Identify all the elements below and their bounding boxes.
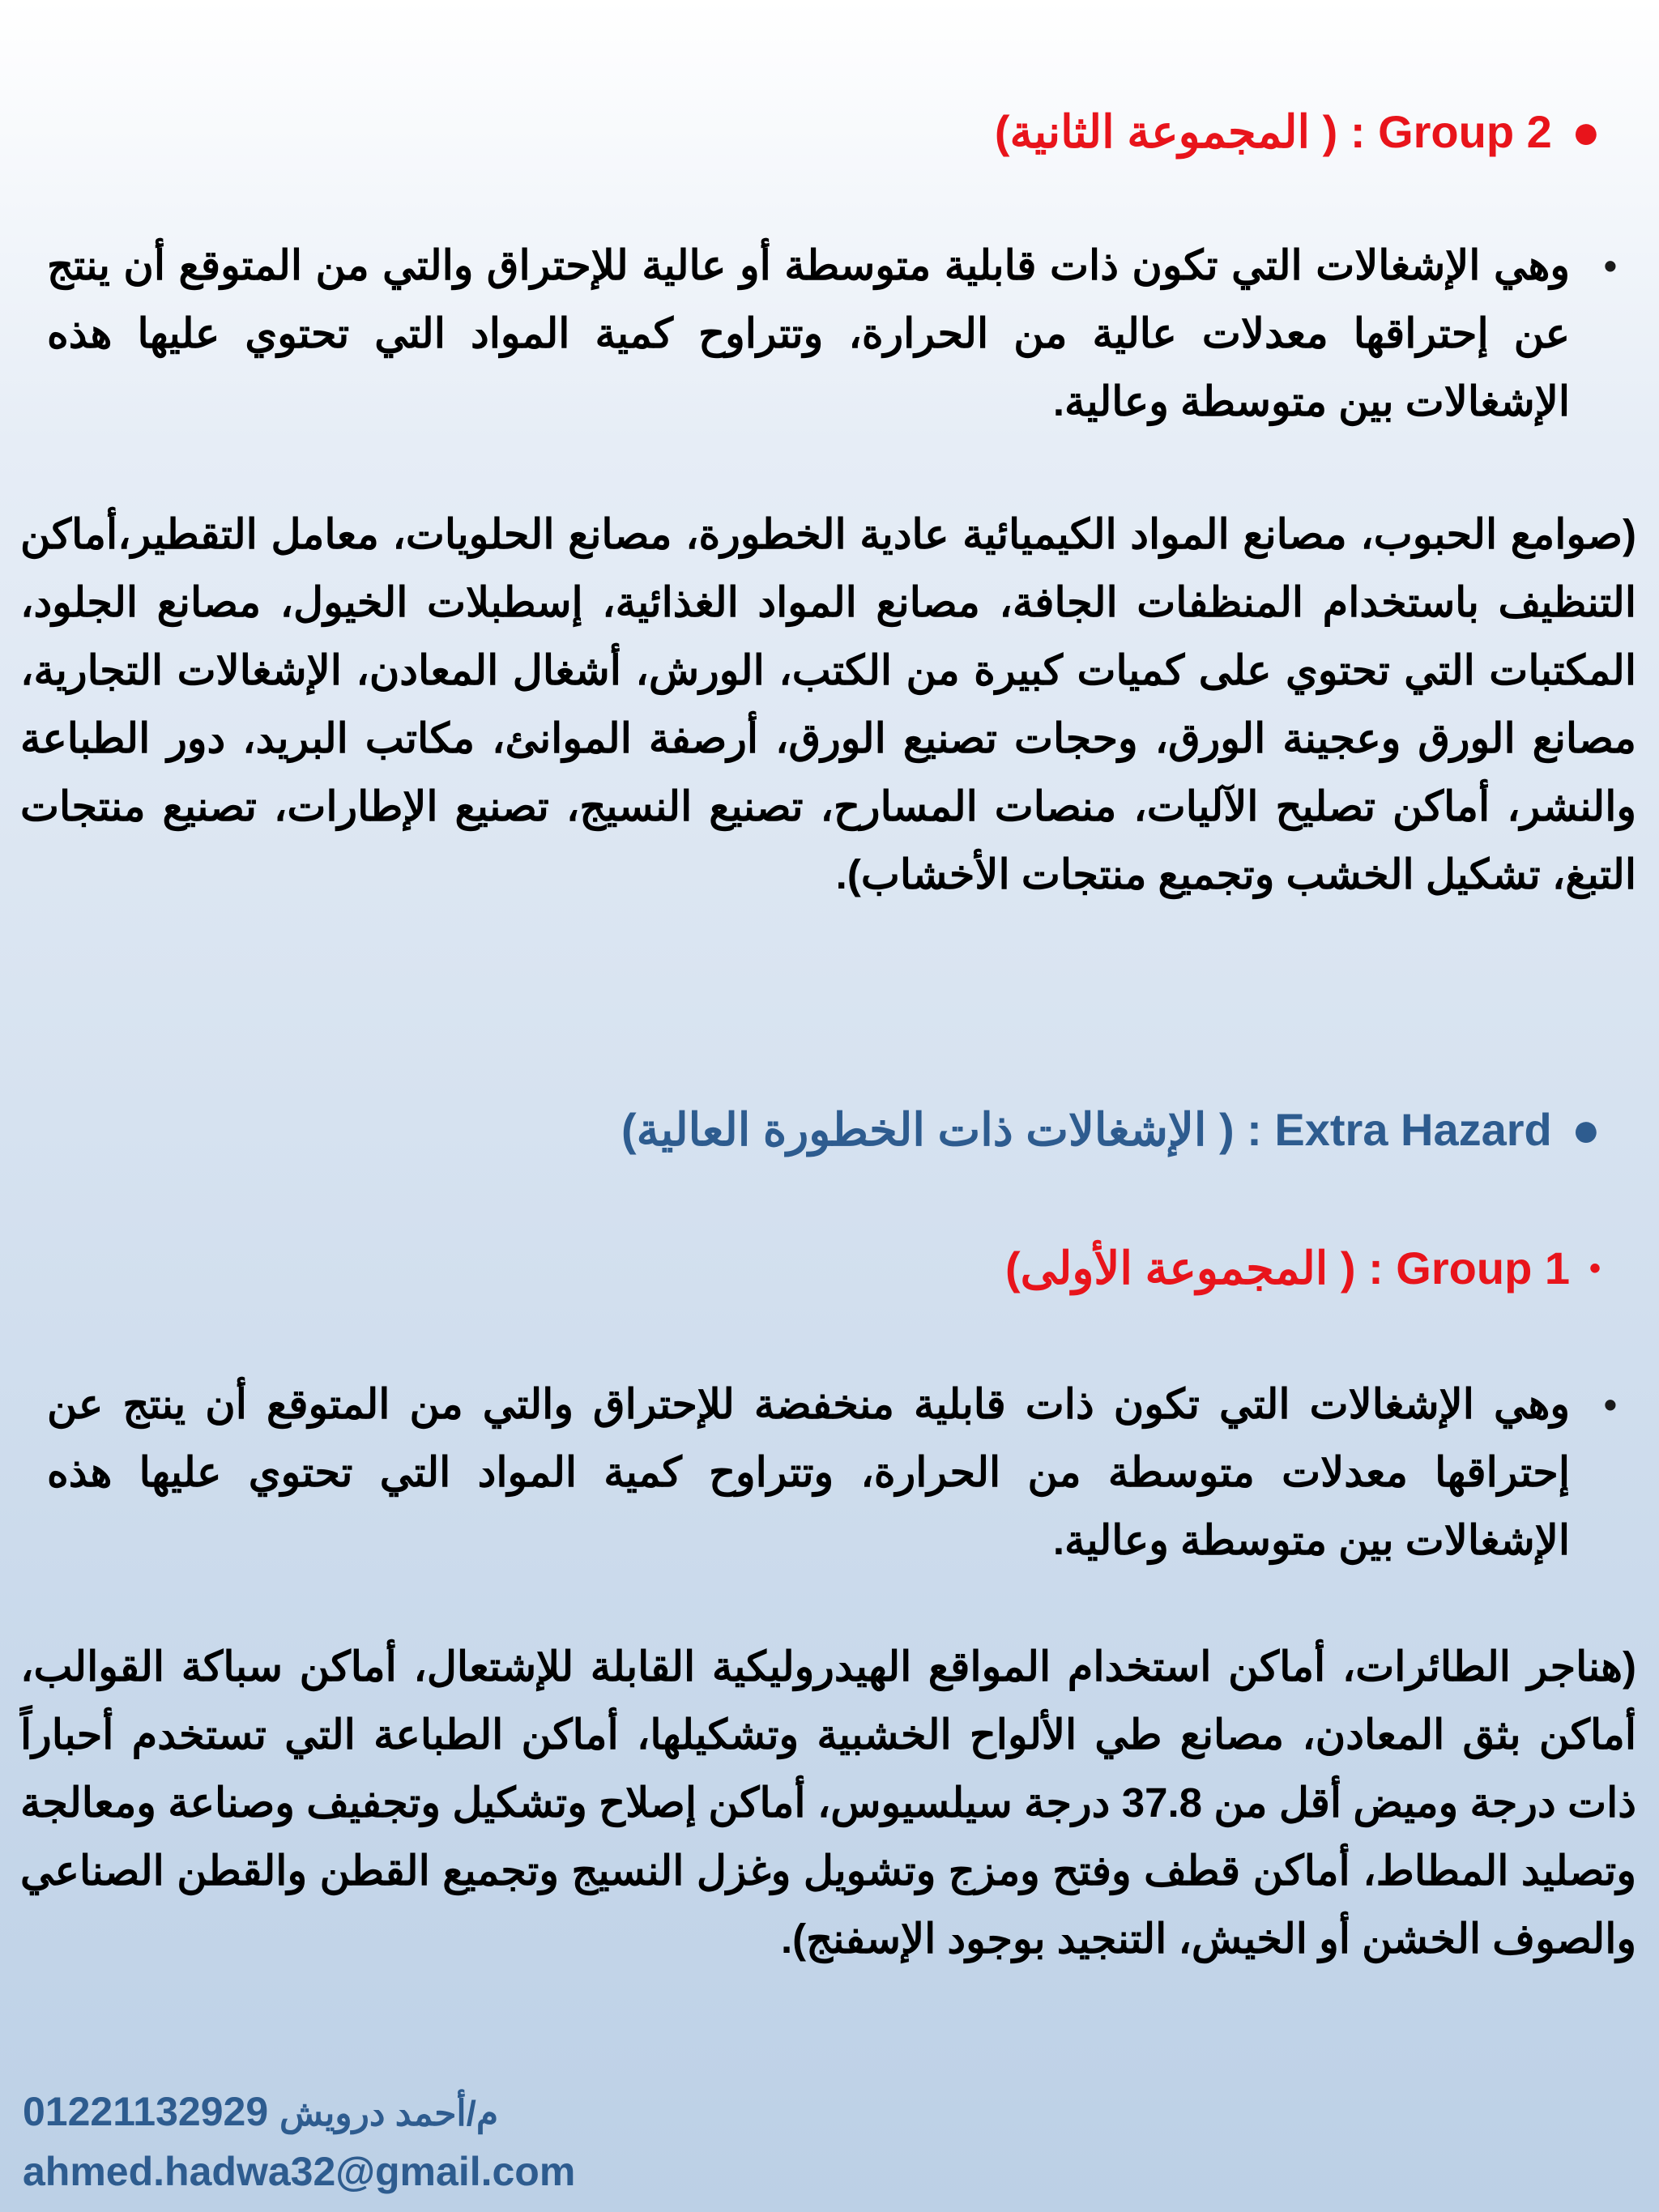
bullet-icon: ● (1571, 104, 1601, 159)
bullet-icon: • (1603, 245, 1617, 287)
group1-heading-text: Group 1 : ( المجموعة الأولى) (1004, 1242, 1570, 1294)
group1-description-text: وهي الإشغالات التي تكون ذات قابلية منخفضة للإحتراق والتي من المتوقع أن ينتج عن إحتراقها معدلات متوسطة من الحرارة، وتتراوح كمية المواد التي تحتوي عليها هذه الإشغالات بين متوسطة وعالية. (47, 1381, 1570, 1563)
group2-description-text: وهي الإشغالات التي تكون ذات قابلية متوسطة أو عالية للإحتراق والتي من المتوقع أن ينتج عن إحتراقها معدلات عالية من الحرارة، وتتراوح كمية المواد التي تحتوي عليها هذه الإشغالات بين متوسطة وعالية. (47, 242, 1570, 424)
footer-contact-line (23, 2088, 498, 2135)
extra-hazard-heading (62, 1102, 1601, 1157)
footer-author-name: م/أحمد درويش (279, 2094, 499, 2133)
group1-examples: (هناجر الطائرات، أماكن استخدام المواقع الهيدروليكية القابلة للإشتعال، أماكن سباكة القوالب، أماكن بثق المعادن، مصانع طي الألواح الخشبية وتشكيلها، أماكن الطباعة التي تستخدم أحباراً ذات درجة وميض أقل من 37.8 درجة سيلسيوس، أماكن إصلاح وتشكيل وتجفيف وصناعة ومعالجة وتصليد المطاط، أماكن قطف وفتح ومزج وتشويل وغزل النسيج وتجميع القطن والقطن الصناعي والصوف الخشن أو الخيش، التنجيد بوجود الإسفنج). (20, 1643, 1636, 1962)
group2-heading-text: Group 2 : ( المجموعة الثانية) (994, 105, 1552, 157)
group1-heading (62, 1242, 1601, 1295)
group1-description (47, 1370, 1617, 1575)
group2-description (47, 232, 1617, 436)
footer-email: ahmed.hadwa32@gmail.com (23, 2149, 576, 2194)
extra-hazard-heading-text: Extra Hazard : ( الإشغالات ذات الخطورة العالية) (621, 1103, 1552, 1155)
group2-examples: (صوامع الحبوب، مصانع المواد الكيميائية عادية الخطورة، مصانع الحلويات، معامل التقطير،أماكن التنظيف باستخدام المنظفات الجافة، مصانع المواد الغذائية، إسطبلات الخيول، مصانع الجلود، المكتبات التي تحتوي على كميات كبيرة من الكتب، الورش، أشغال المعادن، الإشغالات التجارية، مصانع الورق وعجينة الورق، وحجات تصنيع الورق، أرصفة الموانئ، مكاتب البريد، دور الطباعة والنشر، أماكن تصليح الآليات، منصات المسارح، تصنيع النسيج، تصنيع الإطارات، تصنيع منتجات التبغ، تشكيل الخشب وتجميع منتجات الأخشاب). (20, 511, 1636, 897)
footer-phone: 01221132929 (23, 2089, 269, 2134)
group2-heading (62, 104, 1601, 160)
bullet-icon: • (1603, 1383, 1617, 1426)
bullet-icon: ● (1571, 1102, 1601, 1157)
bullet-icon: • (1589, 1250, 1601, 1286)
